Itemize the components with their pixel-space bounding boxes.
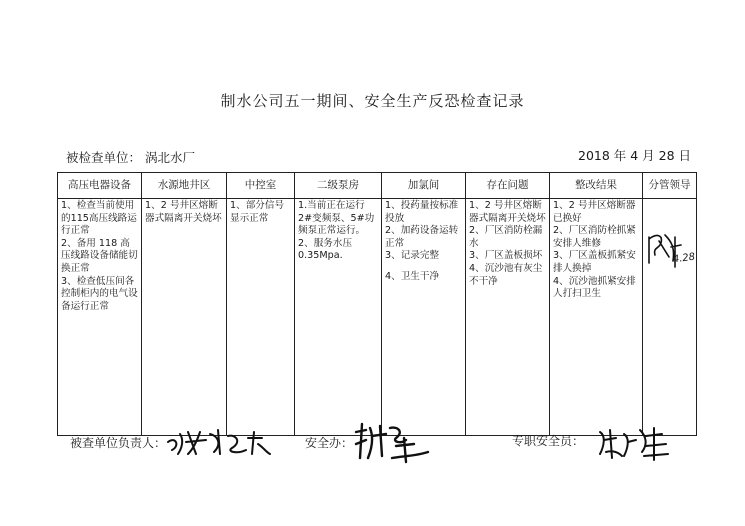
table-header-row <box>58 173 697 199</box>
cell-item: 3、厂区盖板损坏 <box>469 250 543 262</box>
responsible-signature-icon <box>166 424 276 460</box>
cell-leader <box>643 199 697 436</box>
cell-item: 1.当前正在运行2#变频泵、5#功频泵正常运行。 <box>298 200 375 237</box>
inspection-date: 2018 年 4 月 28 日 <box>578 148 692 163</box>
cell-water-source <box>142 199 227 436</box>
header-rectification: 整改结果 <box>550 173 643 199</box>
header-pump-room: 二级泵房 <box>295 173 382 199</box>
cell-item: 4、卫生干净 <box>385 270 440 282</box>
safety-officer-label: 专职安全员： <box>512 434 585 448</box>
cell-item: 3、检查低压间各控制柜内的电气设备运行正常 <box>61 275 138 312</box>
cell-item: 1、2 号井区熔断器式隔离开关烧坏 <box>145 200 222 224</box>
header-issues: 存在问题 <box>466 173 550 199</box>
responsible-label: 被查单位负责人： <box>70 436 167 450</box>
cell-control-room <box>227 199 295 436</box>
inspected-unit-label: 被检查单位： <box>66 150 142 165</box>
cell-item: 1、检查当前使用的115高压线路运行正常 <box>61 200 137 237</box>
cell-item: 2、加药设备运转正常 <box>385 225 459 249</box>
inspected-unit-value: 涡北水厂 <box>145 150 196 165</box>
cell-item: 1、投药量按标准投放 <box>385 200 459 224</box>
header-water-source: 水源地井区 <box>142 173 227 199</box>
cell-item: 2、厂区消防栓抓紧安排人维修 <box>553 225 636 249</box>
document-title: 制水公司五一期间、安全生产反恐检查记录 <box>220 92 525 110</box>
cell-item: 3、记录完整 <box>385 250 440 262</box>
table-row <box>58 199 697 436</box>
inspection-table <box>57 172 697 436</box>
safety-office-signature-icon <box>352 418 442 468</box>
cell-chlorination <box>382 199 466 436</box>
header-leader: 分管领导 <box>643 173 697 199</box>
header-hv-equipment: 高压电器设备 <box>58 173 142 199</box>
cell-item: 1、2 号井区熔断器已换好 <box>553 200 636 224</box>
cell-item: 4、沉沙池有灰尘不干净 <box>469 262 543 287</box>
cell-issues <box>466 199 550 436</box>
cell-hv-equipment <box>58 199 142 436</box>
cell-rectification <box>550 199 643 436</box>
cell-pump-room <box>295 199 382 436</box>
cell-item: 2、厂区消防栓漏水 <box>469 225 543 249</box>
inspected-unit <box>66 148 199 166</box>
leader-signature-date: 4.28 <box>672 251 696 266</box>
cell-item: 3、厂区盖板抓紧安排人换掉 <box>553 250 636 274</box>
header-control-room: 中控室 <box>227 173 295 199</box>
cell-item: 4、沉沙池抓紧安排人打扫卫生 <box>553 275 636 300</box>
header-chlorination: 加氯间 <box>382 173 466 199</box>
cell-item: 2、备用 118 高压线路设备储能切换正常 <box>61 237 138 274</box>
cell-item: 2、服务水压0.35Mpa. <box>298 237 353 262</box>
cell-item: 1、2 号井区熔断器式隔离开关烧坏 <box>469 200 546 224</box>
cell-item: 1、部分信号显示正常 <box>230 200 285 224</box>
safety-officer-signature-icon <box>596 422 676 466</box>
safety-office-label: 安全办： <box>305 436 354 450</box>
